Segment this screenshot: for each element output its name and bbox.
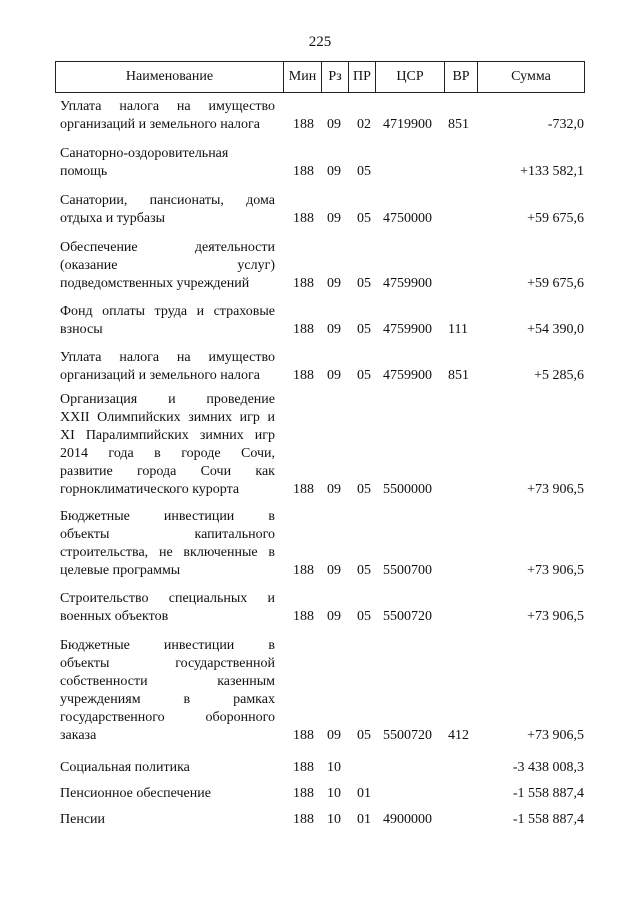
table-row xyxy=(0,759,640,777)
row-name-line: Бюджетные инвестиции в xyxy=(60,509,275,524)
row-sum: +59 675,6 xyxy=(527,276,584,291)
row-name-line: объекты капитального xyxy=(60,527,275,542)
table-row xyxy=(0,637,640,745)
table-row xyxy=(0,785,640,803)
row-rz: 09 xyxy=(327,482,341,497)
row-vr: 412 xyxy=(448,728,469,743)
row-pr: 05 xyxy=(357,276,371,291)
row-name xyxy=(60,98,275,134)
row-name xyxy=(60,349,275,385)
row-name-line: взносы xyxy=(60,322,103,337)
row-min: 188 xyxy=(293,368,314,383)
row-name-line: Бюджетные инвестиции в xyxy=(60,638,275,653)
row-sum: +133 582,1 xyxy=(520,164,584,179)
row-name xyxy=(60,192,275,228)
row-name xyxy=(60,391,275,499)
row-pr: 05 xyxy=(357,368,371,383)
row-rz: 10 xyxy=(327,812,341,827)
row-name xyxy=(60,785,275,803)
row-sum: +73 906,5 xyxy=(527,563,584,578)
row-rz: 09 xyxy=(327,164,341,179)
row-name-line: военных объектов xyxy=(60,609,169,624)
row-csr: 4900000 xyxy=(383,812,432,827)
row-vr: 851 xyxy=(448,368,469,383)
row-name-line: подведомственных учреждений xyxy=(60,276,250,291)
row-rz: 09 xyxy=(327,322,341,337)
row-rz: 09 xyxy=(327,276,341,291)
row-csr: 4750000 xyxy=(383,211,432,226)
row-name xyxy=(60,759,275,777)
row-sum: -732,0 xyxy=(547,117,584,132)
row-sum: -1 558 887,4 xyxy=(512,812,584,827)
row-name xyxy=(60,811,275,829)
header-min: Мин xyxy=(284,62,322,93)
row-csr: 4719900 xyxy=(383,117,432,132)
table-row xyxy=(0,391,640,499)
row-pr: 01 xyxy=(357,812,371,827)
row-name-line: организаций и земельного налога xyxy=(60,117,260,132)
row-min: 188 xyxy=(293,609,314,624)
row-name-line: Санатории, пансионаты, дома xyxy=(60,193,275,208)
table-row xyxy=(0,811,640,829)
row-csr: 5500720 xyxy=(383,609,432,624)
row-pr: 05 xyxy=(357,482,371,497)
row-pr: 01 xyxy=(357,786,371,801)
row-name-line: Пенсионное обеспечение xyxy=(60,786,211,801)
row-rz: 10 xyxy=(327,760,341,775)
row-sum: +5 285,6 xyxy=(534,368,584,383)
row-vr: 111 xyxy=(448,322,468,337)
table-row xyxy=(0,145,640,181)
table-row xyxy=(0,590,640,626)
table-row xyxy=(0,303,640,339)
header-name: Наименование xyxy=(56,62,284,93)
row-sum: +59 675,6 xyxy=(527,211,584,226)
header-rz: Рз xyxy=(322,62,349,93)
row-rz: 09 xyxy=(327,211,341,226)
row-name xyxy=(60,508,275,580)
row-rz: 09 xyxy=(327,728,341,743)
row-pr: 05 xyxy=(357,728,371,743)
row-name-line: Обеспечение деятельности xyxy=(60,240,275,255)
row-csr: 5500720 xyxy=(383,728,432,743)
row-pr: 02 xyxy=(357,117,371,132)
row-name-line: организаций и земельного налога xyxy=(60,368,260,383)
header-csr: ЦСР xyxy=(376,62,445,93)
row-name xyxy=(60,637,275,745)
page-number: 225 xyxy=(308,34,332,50)
row-pr: 05 xyxy=(357,609,371,624)
row-sum: +54 390,0 xyxy=(527,322,584,337)
row-min: 188 xyxy=(293,760,314,775)
row-vr: 851 xyxy=(448,117,469,132)
table-row xyxy=(0,349,640,385)
row-name-line: 2014 года в городе Сочи, xyxy=(60,446,275,461)
row-name-line: государственного оборонного xyxy=(60,710,275,725)
row-sum: +73 906,5 xyxy=(527,728,584,743)
table-row xyxy=(0,98,640,134)
table-row xyxy=(0,192,640,228)
row-name xyxy=(60,239,275,293)
row-rz: 09 xyxy=(327,563,341,578)
row-name-line: развитие города Сочи как xyxy=(60,464,275,479)
row-name-line: Пенсии xyxy=(60,812,106,827)
row-name-line: собственности казенным xyxy=(60,674,275,689)
header-sum: Сумма xyxy=(478,62,585,93)
row-pr: 05 xyxy=(357,322,371,337)
row-name-line: Уплата налога на имущество xyxy=(60,350,275,365)
row-sum: +73 906,5 xyxy=(527,609,584,624)
row-name-line: Организация и проведение xyxy=(60,392,275,407)
row-name-line: Фонд оплаты труда и страховые xyxy=(60,304,275,319)
row-csr: 5500000 xyxy=(383,482,432,497)
row-name-line: помощь xyxy=(60,164,108,179)
header-vr: ВР xyxy=(445,62,478,93)
row-rz: 10 xyxy=(327,786,341,801)
row-name-line: (оказание услуг) xyxy=(60,258,275,273)
row-name-line: учреждениям в рамках xyxy=(60,692,275,707)
row-name xyxy=(60,590,275,626)
row-name-line: объекты государственной xyxy=(60,656,275,671)
row-rz: 09 xyxy=(327,609,341,624)
row-min: 188 xyxy=(293,786,314,801)
row-min: 188 xyxy=(293,164,314,179)
row-min: 188 xyxy=(293,276,314,291)
row-min: 188 xyxy=(293,211,314,226)
row-name xyxy=(60,303,275,339)
table-row xyxy=(0,239,640,293)
row-min: 188 xyxy=(293,728,314,743)
row-pr: 05 xyxy=(357,563,371,578)
row-min: 188 xyxy=(293,563,314,578)
table-row xyxy=(0,508,640,580)
row-sum: +73 906,5 xyxy=(527,482,584,497)
row-name-line: Санаторно-оздоровительная xyxy=(60,146,229,161)
row-min: 188 xyxy=(293,812,314,827)
header-pr: ПР xyxy=(349,62,376,93)
row-name-line: горноклиматического курорта xyxy=(60,482,240,497)
row-csr: 4759900 xyxy=(383,276,432,291)
row-csr: 4759900 xyxy=(383,368,432,383)
row-pr: 05 xyxy=(357,211,371,226)
row-name-line: Уплата налога на имущество xyxy=(60,99,275,114)
row-sum: -1 558 887,4 xyxy=(512,786,584,801)
row-name-line: Строительство специальных и xyxy=(60,591,275,606)
row-min: 188 xyxy=(293,322,314,337)
row-name-line: Социальная политика xyxy=(60,760,190,775)
table-header xyxy=(55,61,585,93)
row-name-line: XXII Олимпийских зимних игр и xyxy=(60,410,275,425)
row-rz: 09 xyxy=(327,368,341,383)
row-min: 188 xyxy=(293,117,314,132)
row-rz: 09 xyxy=(327,117,341,132)
row-csr: 5500700 xyxy=(383,563,432,578)
row-pr: 05 xyxy=(357,164,371,179)
row-name xyxy=(60,145,275,181)
row-name-line: строительства, не включенные в xyxy=(60,545,275,560)
row-name-line: заказа xyxy=(60,728,97,743)
row-sum: -3 438 008,3 xyxy=(512,760,584,775)
row-csr: 4759900 xyxy=(383,322,432,337)
row-name-line: отдыха и турбазы xyxy=(60,211,166,226)
row-name-line: XI Паралимпийских зимних игр xyxy=(60,428,275,443)
row-name-line: целевые программы xyxy=(60,563,181,578)
row-min: 188 xyxy=(293,482,314,497)
